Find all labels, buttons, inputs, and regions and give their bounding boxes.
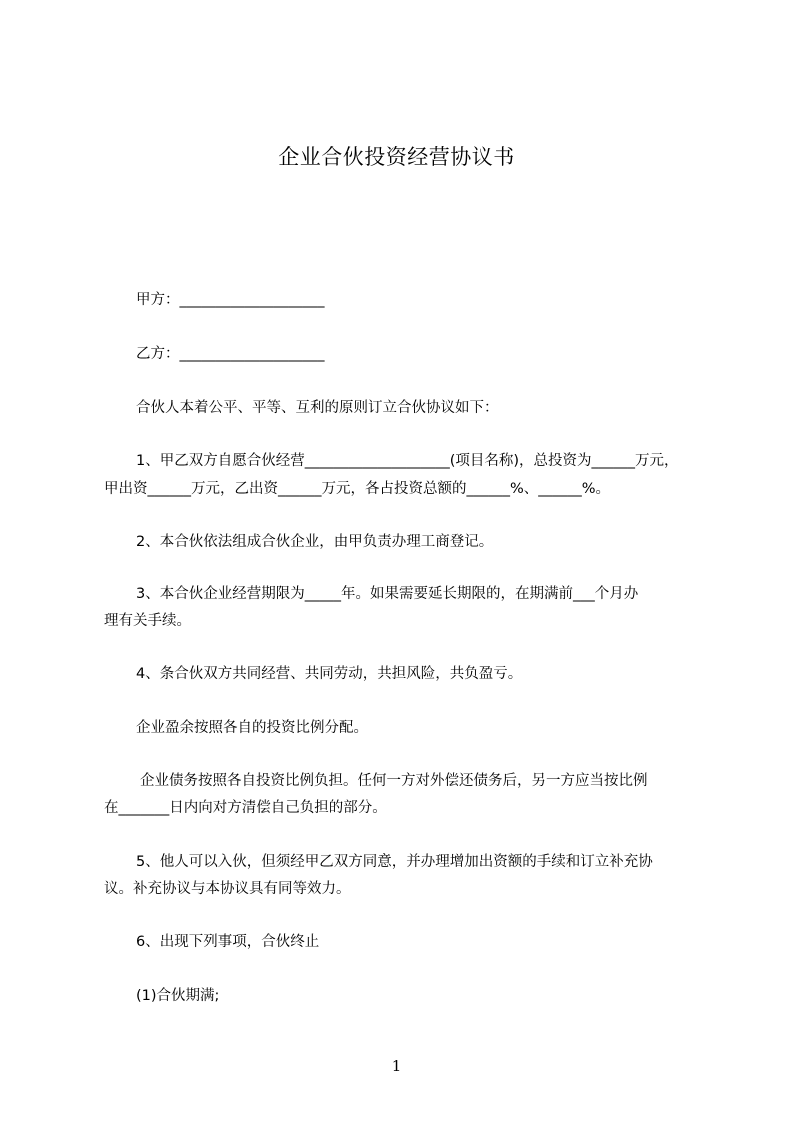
clause-3-line-2: 理有关手续。 (104, 613, 191, 629)
party-a-line: 甲方：____________________ (136, 292, 325, 308)
debt-line-1: 企业债务按照各自投资比例负担。任何一方对外偿还债务后，另一方应当按比例 (140, 773, 648, 789)
clause-4: 4、条合伙双方共同经营、共同劳动，共担风险，共负盈亏。 (136, 666, 523, 682)
page-number: 1 (391, 1057, 402, 1075)
clause-6: 6、出现下列事项，合伙终止 (136, 934, 320, 950)
profit-distribution: 企业盈余按照各自的投资比例分配。 (136, 720, 368, 736)
clause-2: 2、本合伙依法组成合伙企业，由甲负责办理工商登记。 (136, 534, 494, 550)
document-title: 企业合伙投资经营协议书 (278, 145, 515, 169)
clause-5-line-1: 5、他人可以入伙，但须经甲乙双方同意，并办理增加出资额的手续和订立补充协 (136, 854, 653, 870)
party-b-line: 乙方：____________________ (136, 346, 325, 362)
clause-1-line-2: 甲出资______万元，乙出资______万元，各占投资总额的______%、______%。 (104, 481, 611, 497)
clause-5-line-2: 议。补充协议与本协议具有同等效力。 (104, 881, 351, 897)
preamble: 合伙人本着公平、平等、互利的原则订立合伙协议如下： (136, 400, 499, 416)
clause-1-line-1: 1、甲乙双方自愿合伙经营____________________(项目名称)，总投资为______万元， (136, 453, 679, 469)
clause-6-item-1: (1)合伙期满; (136, 988, 220, 1004)
clause-3-line-1: 3、本合伙企业经营期限为_____年。如果需要延长期限的，在期满前___个月办 (136, 586, 639, 602)
debt-line-2: 在_______日内向对方清偿自己负担的部分。 (104, 800, 387, 816)
